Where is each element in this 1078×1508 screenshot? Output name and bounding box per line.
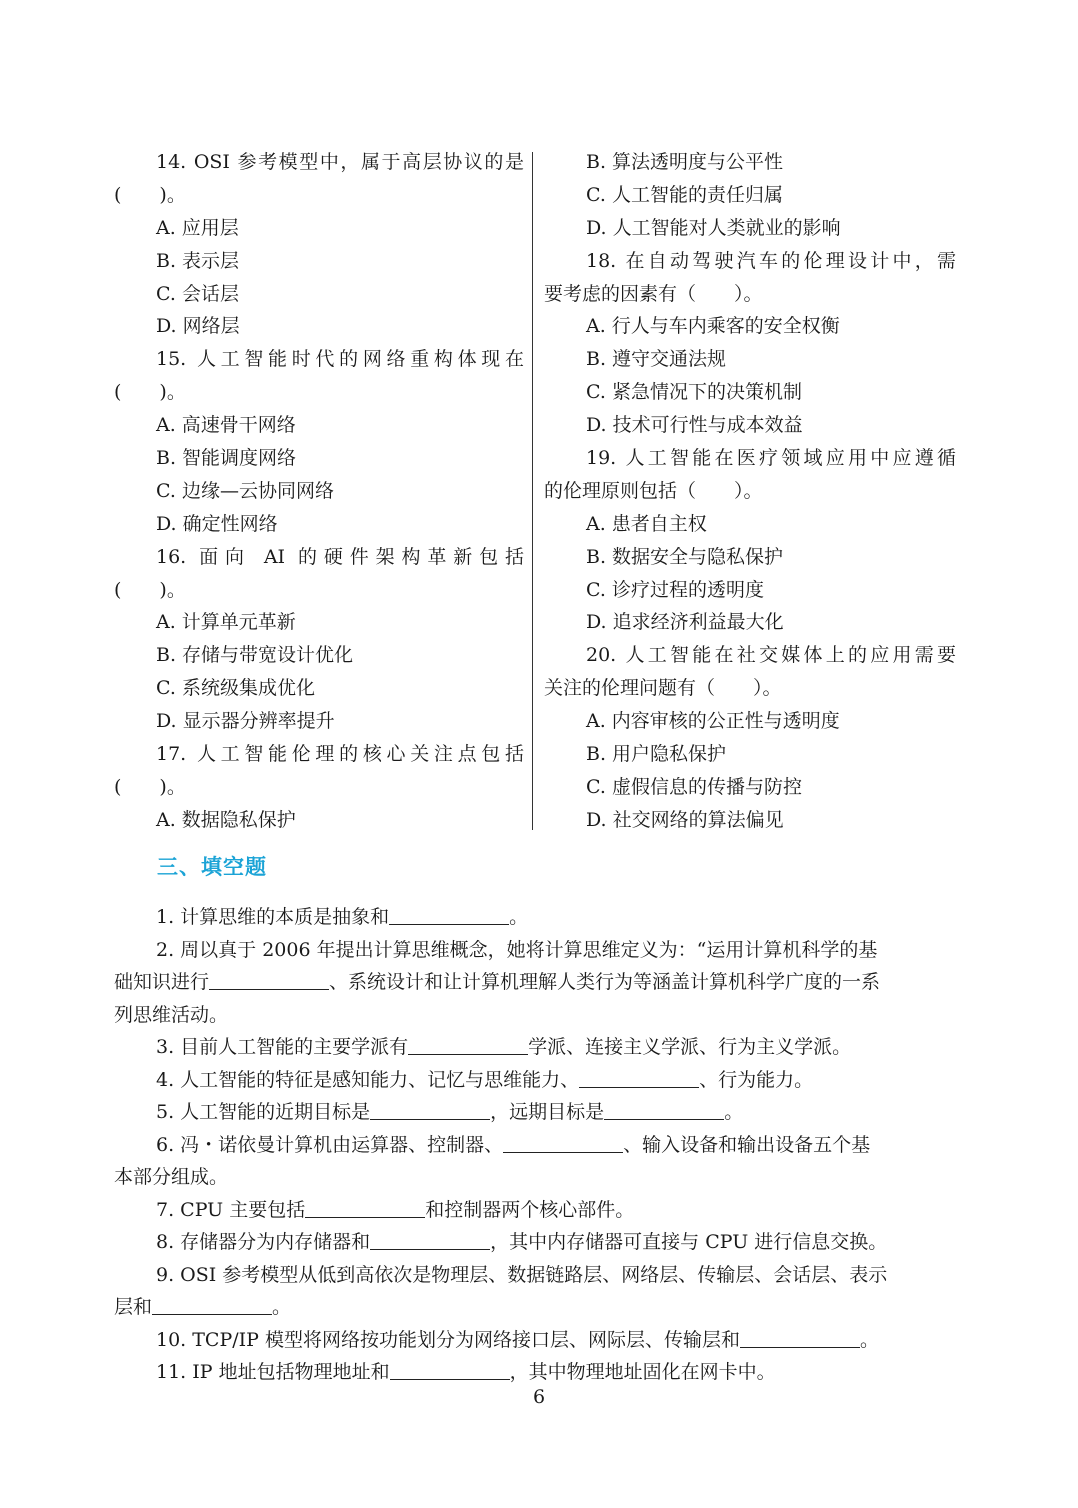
q15-option-c: C. 边缘—云协同网络 (156, 479, 334, 502)
right-column (544, 146, 956, 837)
fill-text: 11. IP 地址包括物理地址和 (156, 1361, 390, 1383)
q20-option-b: B. 用户隐私保护 (586, 743, 727, 766)
q17-option-b: B. 算法透明度与公平性 (586, 151, 784, 173)
answer-blank[interactable] (370, 1099, 490, 1120)
fill-text: 。 (724, 1101, 744, 1123)
fill-item-8 (114, 1226, 956, 1259)
q18-option-c: C. 紧急情况下的决策机制 (586, 381, 802, 404)
fill-text: 10. TCP/IP 模型将网络按功能划分为网络接口层、网际层、传输层和 (156, 1328, 740, 1351)
fill-text: 。 (272, 1296, 292, 1318)
fill-text: 本部分组成。 (114, 1166, 229, 1188)
q16-stem-cont: ( )。 (114, 578, 186, 601)
fill-item-4 (114, 1064, 956, 1097)
q16-option-c: C. 系统级集成优化 (156, 677, 315, 700)
q14-option-a: A. 应用层 (156, 216, 239, 239)
left-column (114, 146, 524, 837)
fill-item-2-line3 (114, 999, 956, 1032)
q17-option-c: C. 人工智能的责任归属 (586, 183, 783, 206)
fill-text: 6. 冯・诺依曼计算机由运算器、控制器、 (156, 1133, 504, 1156)
answer-blank[interactable] (209, 969, 329, 990)
fill-item-10 (114, 1324, 956, 1357)
q18-option-d: D. 技术可行性与成本效益 (586, 414, 803, 437)
fill-item-9-line2 (114, 1291, 956, 1324)
q19-stem-cont: 的伦理原则包括（ ）。 (544, 479, 763, 502)
fill-text: 9. OSI 参考模型从低到高依次是物理层、数据链路层、网络层、传输层、会话层、表示 (156, 1263, 888, 1286)
answer-blank[interactable] (503, 1132, 623, 1153)
fill-text: ，其中内存储器可直接与 CPU 进行信息交换。 (490, 1231, 888, 1253)
fill-text: 层和 (114, 1296, 153, 1318)
fill-text: 2. 周以真于 2006 年提出计算思维概念，她将计算思维定义为：“运用计算机科学的基 (156, 938, 878, 961)
section-title: 三、填空题 (157, 855, 267, 879)
fill-item-1 (114, 901, 956, 934)
q15-stem: 15. 人工智能时代的网络重构体现在 (156, 348, 524, 371)
answer-blank[interactable] (305, 1197, 425, 1218)
q20-stem-cont: 关注的伦理问题有（ ）。 (544, 677, 782, 700)
q16-option-a: A. 计算单元革新 (156, 611, 296, 634)
fill-text: 5. 人工智能的近期目标是 (156, 1101, 371, 1123)
fill-text: 、输入设备和输出设备五个基 (623, 1133, 871, 1156)
q14-option-b: B. 表示层 (156, 249, 240, 272)
fill-text: 8. 存储器分为内存储器和 (156, 1231, 371, 1253)
fill-text: 1. 计算思维的本质是抽象和 (156, 906, 390, 928)
column-divider (532, 152, 533, 830)
q17-option-a: A. 数据隐私保护 (156, 808, 296, 831)
fill-text: 、系统设计和让计算机理解人类行为等涵盖计算机科学广度的一系 (329, 971, 881, 993)
fill-text: ，其中物理地址固化在网卡中。 (509, 1361, 776, 1383)
fill-in-section (114, 901, 956, 1389)
q17-stem-cont: ( )。 (114, 775, 186, 798)
fill-text: 列思维活动。 (114, 1003, 229, 1026)
q14-option-c: C. 会话层 (156, 282, 239, 305)
fill-item-5 (114, 1096, 956, 1129)
answer-blank[interactable] (152, 1294, 272, 1315)
q19-option-c: C. 诊疗过程的透明度 (586, 578, 764, 601)
q19-stem: 19. 人工智能在医疗领域应用中应遵循 (586, 447, 956, 470)
q19-option-b: B. 数据安全与隐私保护 (586, 545, 784, 568)
fill-item-9 (114, 1259, 956, 1292)
answer-blank[interactable] (408, 1034, 528, 1055)
fill-text: 。 (509, 906, 529, 928)
answer-blank[interactable] (389, 904, 509, 925)
q18-option-b: B. 遵守交通法规 (586, 348, 727, 371)
fill-item-11 (114, 1356, 956, 1389)
fill-text: 学派、连接主义学派、行为主义学派。 (528, 1036, 852, 1058)
fill-item-2 (114, 934, 956, 967)
q15-stem-cont: ( )。 (114, 381, 186, 404)
fill-text: 。 (859, 1328, 879, 1351)
q14-stem: 14. OSI 参考模型中，属于高层协议的是 (156, 151, 524, 173)
fill-item-7 (114, 1194, 956, 1227)
fill-text: 和控制器两个核心部件。 (425, 1198, 635, 1221)
fill-item-3 (114, 1031, 956, 1064)
q18-stem: 18. 在自动驾驶汽车的伦理设计中，需 (586, 249, 956, 272)
fill-text: 3. 目前人工智能的主要学派有 (156, 1036, 409, 1058)
fill-item-6 (114, 1129, 956, 1162)
q14-option-d: D. 网络层 (156, 315, 240, 338)
fill-item-6-line2 (114, 1161, 956, 1194)
fill-text: ，远期目标是 (490, 1101, 605, 1123)
answer-blank[interactable] (370, 1229, 490, 1250)
answer-blank[interactable] (604, 1099, 724, 1120)
q14-stem-cont: ( )。 (114, 183, 186, 206)
fill-text: 础知识进行 (114, 971, 210, 993)
q19-option-a: A. 患者自主权 (586, 512, 707, 535)
q16-option-b: B. 存储与带宽设计优化 (156, 644, 354, 667)
q15-option-b: B. 智能调度网络 (156, 447, 297, 470)
fill-text: 、行为能力。 (699, 1068, 814, 1091)
q18-option-a: A. 行人与车内乘客的安全权衡 (586, 315, 840, 338)
page-number: 6 (532, 1386, 546, 1408)
q18-stem-cont: 要考虑的因素有（ ）。 (544, 282, 763, 305)
q15-option-d: D. 确定性网络 (156, 512, 278, 535)
fill-text: 7. CPU 主要包括 (156, 1198, 306, 1221)
q19-option-d: D. 追求经济利益最大化 (586, 611, 784, 634)
q20-option-c: C. 虚假信息的传播与防控 (586, 775, 802, 798)
fill-text: 4. 人工智能的特征是感知能力、记忆与思维能力、 (156, 1068, 580, 1091)
answer-blank[interactable] (740, 1327, 860, 1348)
fill-item-2-line2 (114, 966, 956, 999)
q16-option-d: D. 显示器分辨率提升 (156, 710, 335, 733)
q20-stem: 20. 人工智能在社交媒体上的应用需要 (586, 644, 956, 667)
answer-blank[interactable] (390, 1359, 510, 1380)
q16-stem: 16. 面向 AI 的硬件架构革新包括 (156, 545, 524, 568)
q15-option-a: A. 高速骨干网络 (156, 414, 296, 437)
q17-stem: 17. 人工智能伦理的核心关注点包括 (156, 743, 524, 766)
answer-blank[interactable] (579, 1067, 699, 1088)
q20-option-a: A. 内容审核的公正性与透明度 (586, 710, 840, 733)
q17-option-d: D. 人工智能对人类就业的影响 (586, 216, 841, 239)
q20-option-d: D. 社交网络的算法偏见 (586, 808, 784, 831)
